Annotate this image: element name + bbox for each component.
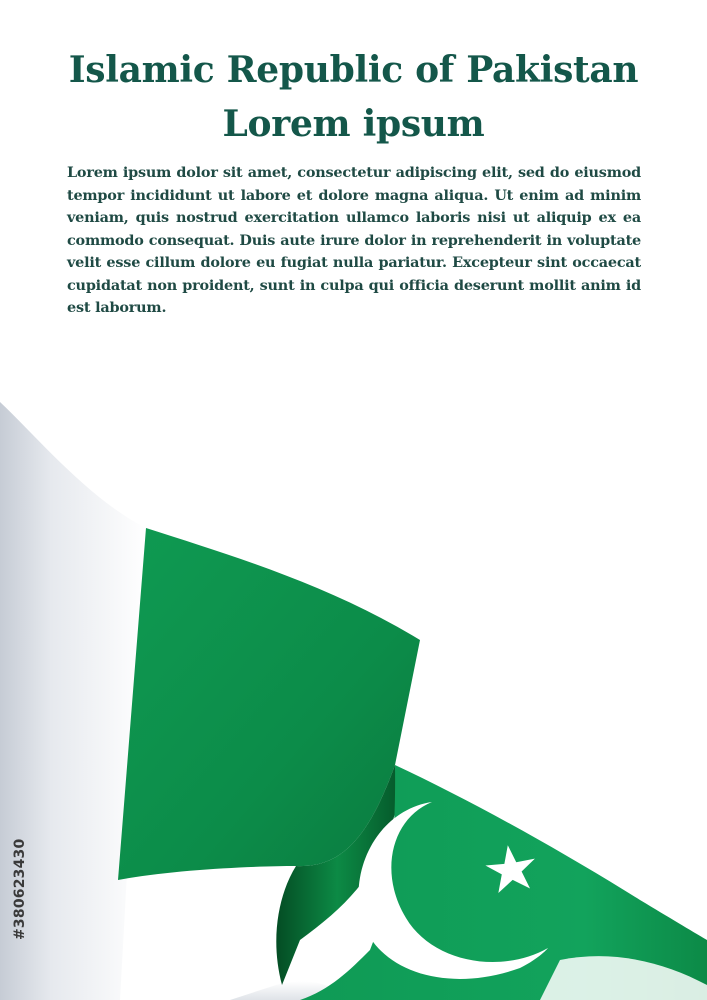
stock-id-label: #380623430 [12, 838, 28, 940]
waving-flag-illustration [0, 380, 707, 1000]
page-subtitle: Lorem ipsum [222, 103, 485, 145]
page-title: Islamic Republic of Pakistan [68, 49, 639, 91]
body-paragraph: Lorem ipsum dolor sit amet, consectetur adipiscing elit, sed do eiusmod tempor incididunt ut labore et dolore magna aliqua. Ut enim ad minim veniam, quis nostrud exercitation ullamco laboris nisi ut aliquip ex ea commodo consequat. Duis aute irure dolor in reprehenderit in voluptate velit esse cillum dolore eu fugiat nulla pariatur. Excepteur sint occaecat cupidatat non proident, sunt in culpa qui officia deserunt mollit anim id est laborum. [67, 164, 641, 316]
